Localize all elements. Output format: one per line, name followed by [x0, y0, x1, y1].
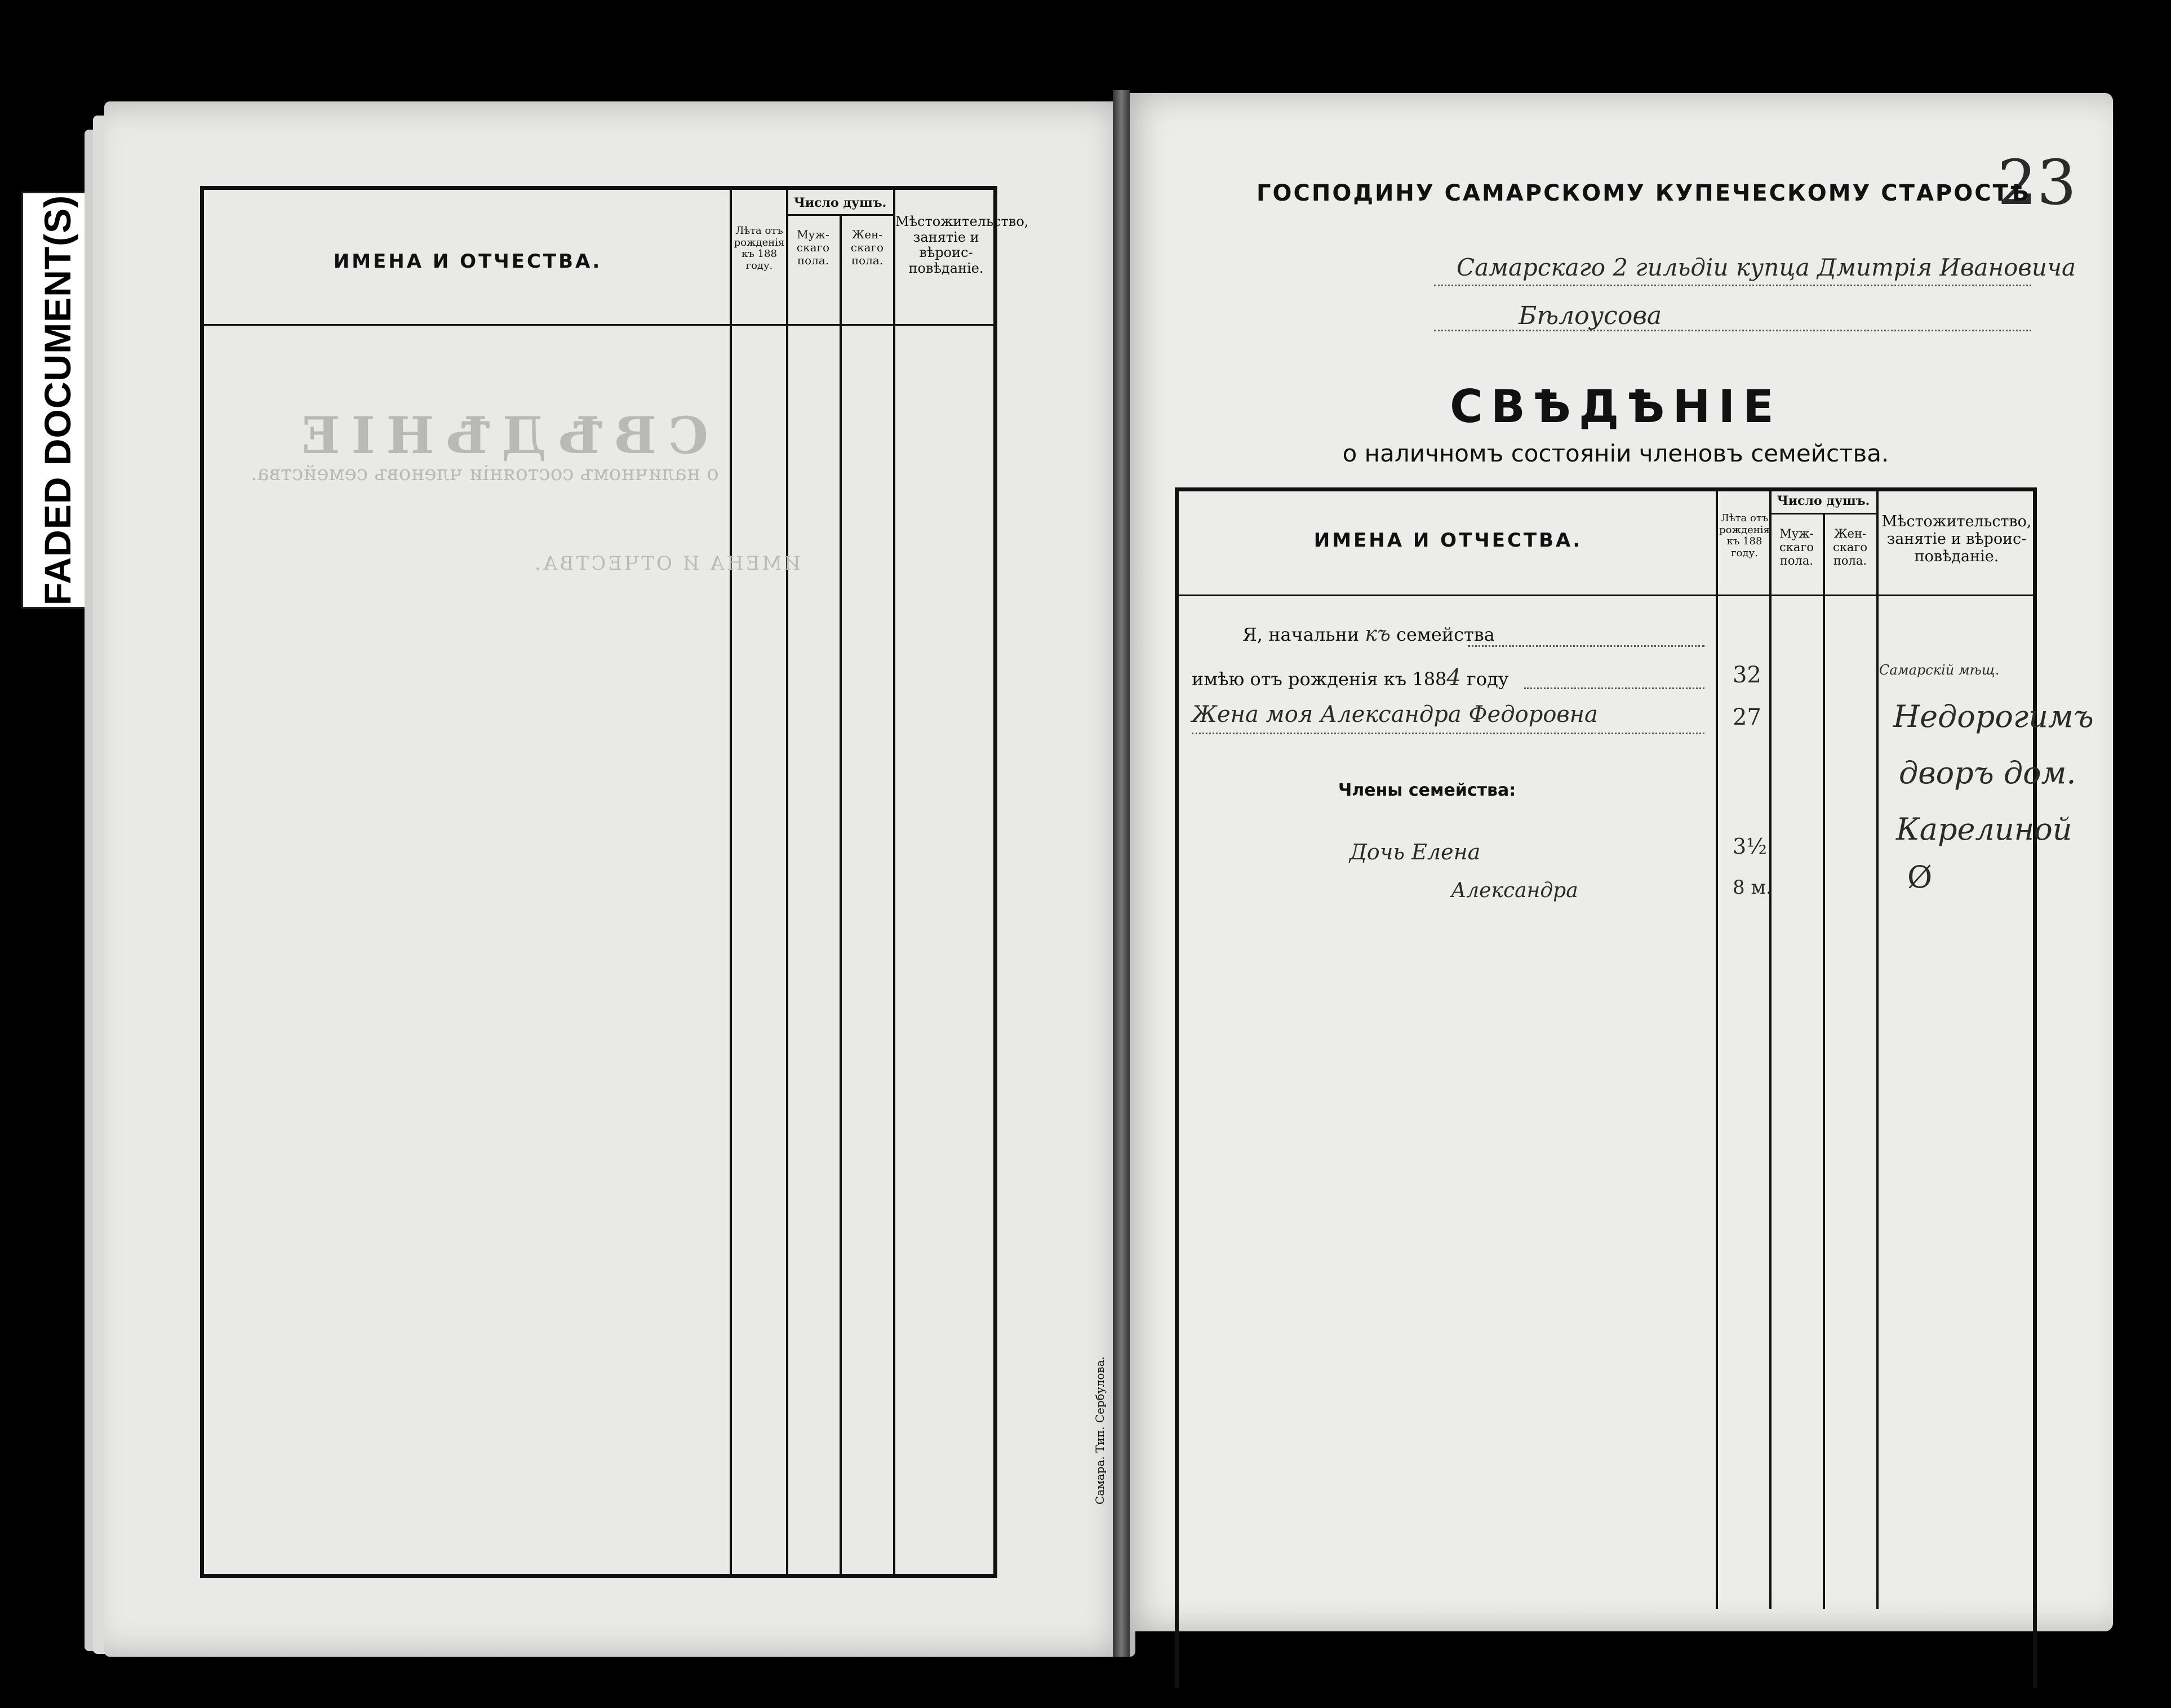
head-suffix: семейства: [1396, 624, 1495, 645]
right-col-divider: [1823, 513, 1825, 1609]
right-col-souls-header: Число душъ.: [1777, 494, 1870, 508]
left-col-age-header: Лѣта отъ рожденія къ 188 году.: [734, 225, 785, 272]
right-col-divider: [1876, 487, 1879, 1609]
residence-line-5: Ø: [1907, 859, 1933, 895]
right-header-rule: [1178, 595, 2034, 596]
left-page: [104, 101, 1135, 1657]
left-col-divider: [730, 186, 732, 1578]
left-col-female-header: Жен-скаго пола.: [850, 228, 884, 267]
bleed-through-title: СВѢДѢНІЕ: [290, 406, 708, 465]
wife-age: 27: [1733, 704, 1761, 730]
right-col-names-header: ИМЕНА И ОТЧЕСТВА.: [1313, 529, 1583, 552]
document-subtitle: о наличномъ состояніи членовъ семейства.: [1342, 440, 1889, 467]
left-table-frame: [200, 186, 1029, 1578]
dotted-rule: [1192, 733, 1704, 734]
stamp-label: FADED DOCUMENT(S): [37, 194, 78, 606]
right-col-residence-header: Мѣстожительство, занятіе и вѣроис-повѣданіе.: [1881, 513, 2032, 566]
left-col-souls-header: Число душъ.: [793, 196, 887, 210]
page-number: 23: [1997, 147, 2076, 219]
dotted-rule: [1434, 285, 2031, 286]
left-col-divider: [840, 214, 842, 1578]
right-col-female-header: Жен-скаго пола.: [1832, 527, 1868, 568]
daughter-1-entry: Дочь Елена: [1349, 840, 1481, 864]
addressee: ГОСПОДИНУ САМАРСКОМУ КУПЕЧЕСКОМУ СТАРОСТѢ: [1257, 180, 2031, 206]
birth-prefix: имѣю отъ рожденія къ 188: [1192, 668, 1447, 690]
members-heading: Члены семейства:: [1338, 780, 1516, 800]
daughter-2-entry: Александра: [1451, 879, 1578, 902]
dotted-rule: [1524, 687, 1704, 689]
left-col-residence-header: Мѣстожительство, занятіе и вѣроис-повѣданіе.: [895, 214, 1029, 276]
daughter-1-age: 3½: [1733, 834, 1768, 859]
merchant-line-1: Самарскаго 2 гильдіи купца Дмитрія Ивановича: [1457, 254, 2076, 281]
merchant-line-2: Бѣлоусова: [1519, 301, 1662, 330]
left-header-rule: [203, 324, 995, 326]
right-col-divider: [1716, 487, 1718, 1609]
residence-line-4: Карелиной: [1896, 811, 2072, 847]
head-age: 32: [1733, 662, 1761, 688]
left-col-names-header: ИМЕНА И ОТЧЕСТВА.: [333, 250, 602, 273]
left-col-divider: [893, 186, 895, 1578]
right-souls-rule: [1769, 513, 1876, 514]
left-col-divider: [786, 186, 788, 1578]
dotted-rule: [1434, 330, 2031, 331]
faded-document-stamp: [21, 192, 94, 609]
birth-year-line: [1192, 665, 1509, 691]
residence-line-1: Самарскій мѣщ.: [1879, 662, 2000, 678]
daughter-2-age: 8 м.: [1733, 876, 1772, 899]
right-col-divider: [1769, 487, 1772, 1609]
printer-imprint: Самара. Тип. Сербулова.: [1093, 1356, 1107, 1505]
right-col-male-header: Муж-скаго пола.: [1779, 527, 1814, 568]
binding-gutter: [1113, 90, 1130, 1657]
left-col-male-header: Муж-скаго пола.: [796, 228, 830, 267]
residence-line-3: дворъ дом.: [1899, 755, 2076, 791]
wife-entry: Жена моя Александра Федоровна: [1192, 702, 1598, 727]
right-page: [1118, 93, 2113, 1631]
residence-line-2: Недорогимъ: [1893, 699, 2094, 734]
birth-year-hand: 4: [1446, 665, 1461, 691]
head-hand: къ: [1365, 623, 1391, 646]
right-col-age-header: Лѣта отъ рожденія къ 188 году.: [1719, 512, 1770, 560]
left-souls-rule: [786, 214, 893, 216]
bleed-through-header: ИМЕНА И ОТЧЕСТВА.: [532, 552, 801, 575]
document-title: СВѢДѢНІЕ: [1450, 380, 1782, 433]
head-prefix: Я, начальни: [1242, 624, 1360, 645]
birth-suffix: году: [1467, 668, 1509, 690]
head-of-family-line: [1242, 623, 1495, 646]
bleed-through-subtitle: о наличномъ состояніи членовъ семейства.: [251, 462, 719, 485]
dotted-rule: [1468, 645, 1704, 647]
